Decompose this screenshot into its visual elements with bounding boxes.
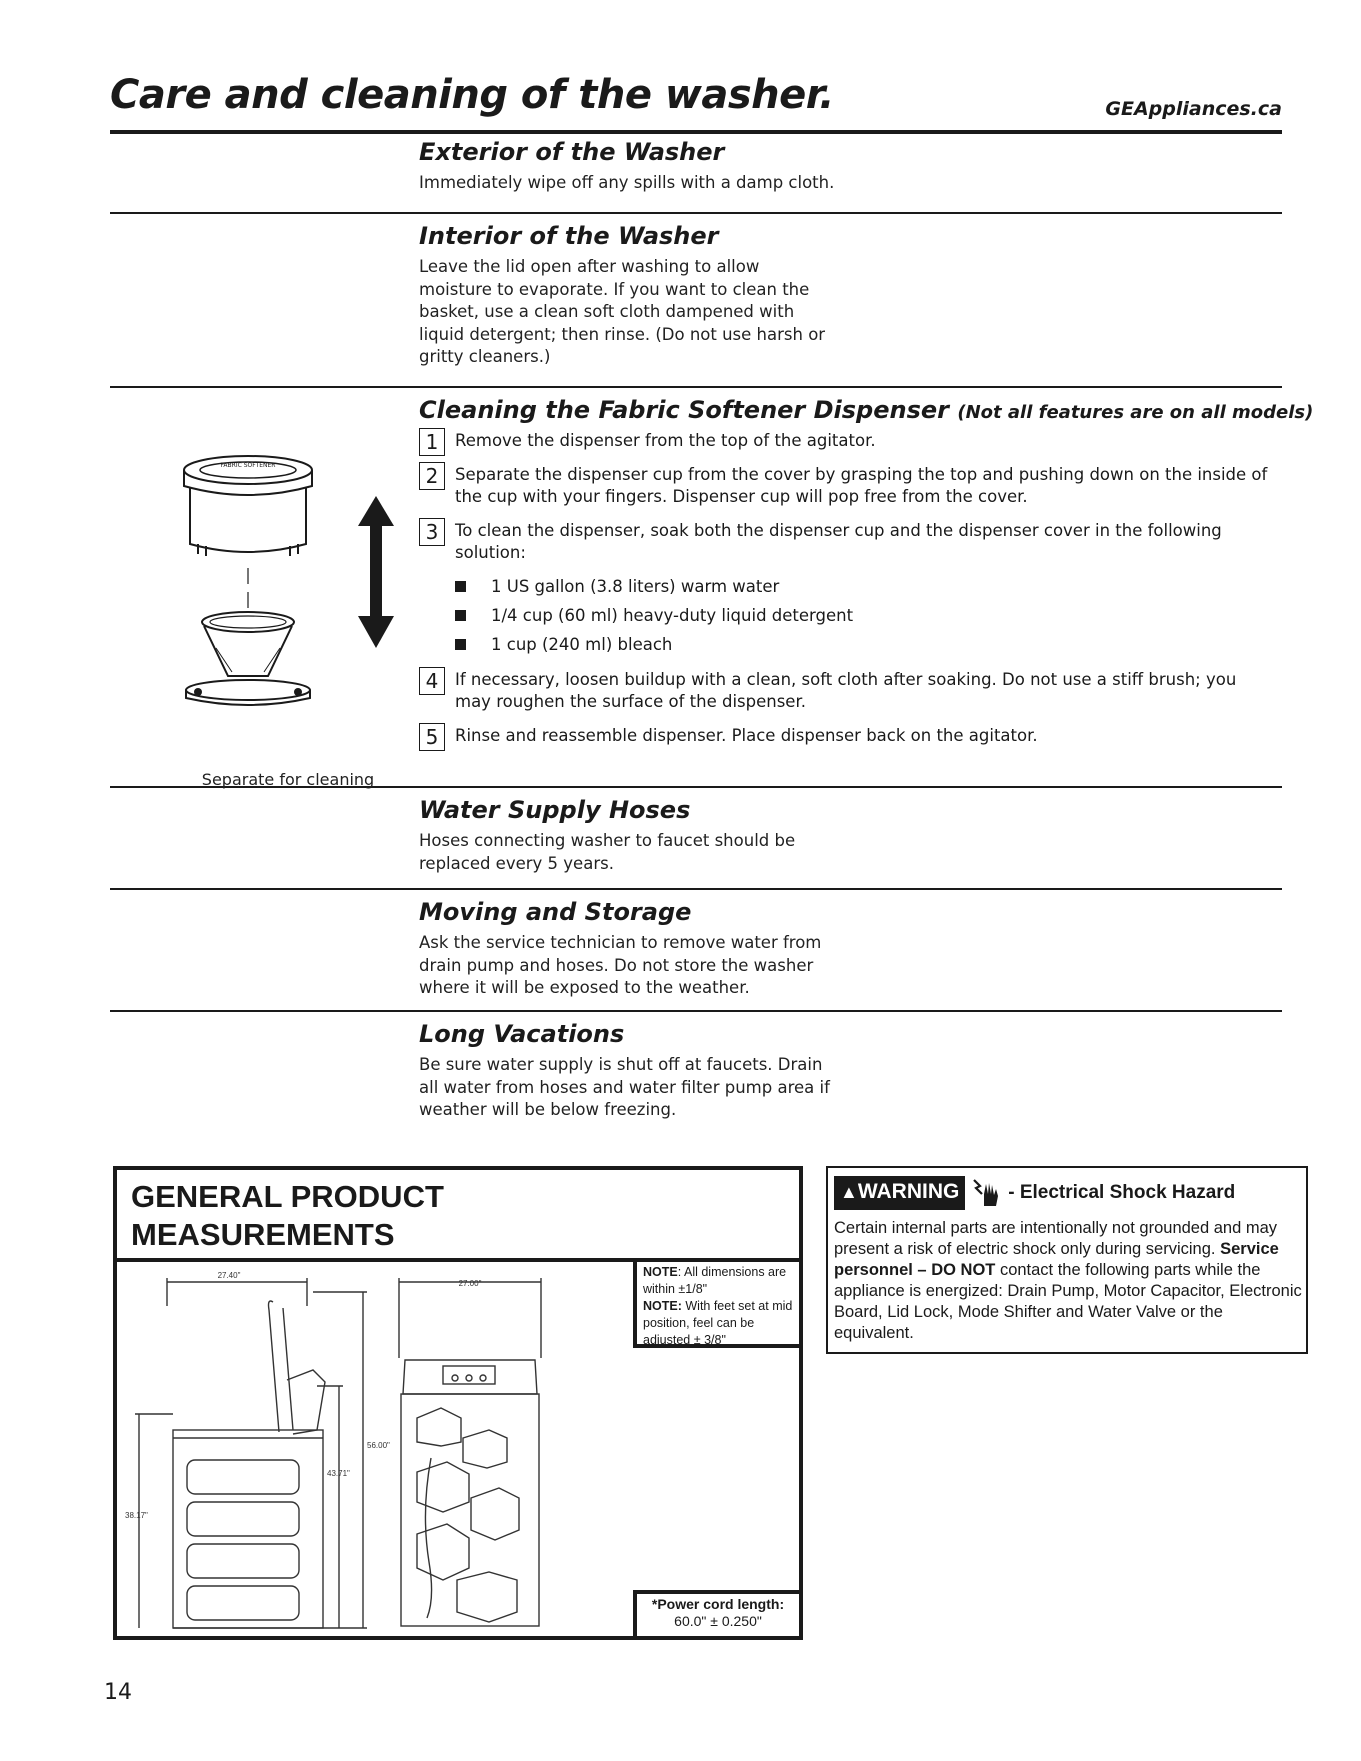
power-cord-value: 60.0" ± 0.250" xyxy=(674,1613,762,1629)
list-item xyxy=(455,572,1313,601)
step-1 xyxy=(419,430,1275,453)
step-number: 4 xyxy=(419,667,445,695)
warning-header xyxy=(834,1176,1235,1212)
page-title: Care and cleaning of the washer. xyxy=(110,72,834,118)
section-softener xyxy=(110,396,1314,789)
dimension-side-width: 27.40" xyxy=(217,1271,241,1280)
body-line: Ask the service technician to remove water from xyxy=(419,933,822,952)
body-line: Leave the lid open after washing to allow xyxy=(419,257,760,276)
step-number: 3 xyxy=(419,518,445,546)
list-item-text: 1 US gallon (3.8 liters) warm water xyxy=(491,576,780,596)
list-item-text: 1/4 cup (60 ml) heavy-duty liquid detergent xyxy=(491,605,854,625)
note-text: : All dimensions are within ±1/8" xyxy=(643,1265,787,1296)
warning-emphasis: Service personnel – DO NOT xyxy=(834,1240,1279,1279)
section-hoses xyxy=(110,796,1282,890)
measurements-title-line: GENERAL PRODUCT xyxy=(131,1179,444,1214)
dimension-console-height: 43.71" xyxy=(327,1469,350,1478)
step-4 xyxy=(419,669,1275,714)
step-3 xyxy=(419,520,1275,565)
section-title: Water Supply Hoses xyxy=(419,796,691,824)
section-vacations-content xyxy=(419,1020,830,1122)
note-text: With feet set at mid position, feel can be adjusted ± 3/8" xyxy=(643,1299,793,1347)
body-line: Hoses connecting washer to faucet should be xyxy=(419,831,796,850)
svg-text:FABRIC SOFTENER: FABRIC SOFTENER xyxy=(220,462,276,469)
washer-drawing xyxy=(117,1262,637,1636)
electrical-shock-hand-icon xyxy=(970,1176,1004,1210)
step-2 xyxy=(419,464,1275,509)
measurements-note xyxy=(633,1262,799,1348)
figure-caption: Separate for cleaning xyxy=(201,770,375,789)
section-body: Immediately wipe off any spills with a damp cloth. xyxy=(419,173,835,192)
power-cord-box xyxy=(633,1590,799,1636)
dimension-open-height: 56.00" xyxy=(367,1441,390,1450)
body-line: replaced every 5 years. xyxy=(419,853,614,873)
measurements-title xyxy=(117,1170,799,1262)
bullet-square-icon xyxy=(455,639,466,650)
body-line: where it will be exposed to the weather. xyxy=(419,978,750,997)
section-body xyxy=(419,932,821,1000)
section-title: Long Vacations xyxy=(419,1020,625,1048)
section-moving-content xyxy=(419,898,821,1000)
section-softener-content xyxy=(419,396,1313,758)
washer-dimension-drawing xyxy=(117,1262,637,1636)
body-line: all water from hoses and water filter pump area if xyxy=(419,1077,830,1097)
list-item xyxy=(455,601,1313,630)
section-exterior-content xyxy=(419,138,834,195)
step-text: Separate the dispenser cup from the cover by grasping the top and pushing down on the inside of the cup with your fingers. Dispenser cup will pop free from the cover. xyxy=(455,464,1268,506)
section-vacations xyxy=(110,1020,1282,1132)
dispenser-illustration xyxy=(158,436,398,736)
step-text: Remove the dispenser from the top of the agitator. xyxy=(455,431,876,450)
section-interior xyxy=(110,222,1282,388)
warning-text: Certain internal parts are intentionally not grounded and may present a risk of electric shock only during servicing. xyxy=(834,1219,1278,1258)
section-title-text: Cleaning the Fabric Softener Dispenser xyxy=(419,396,949,424)
step-number: 5 xyxy=(419,723,445,751)
body-line: drain pump and hoses. Do not store the washer xyxy=(419,955,814,975)
step-text: To clean the dispenser, soak both the dispenser cup and the dispenser cover in the following solution: xyxy=(455,520,1222,562)
section-title: Exterior of the Washer xyxy=(419,138,725,166)
dimension-cabinet-height: 38.17" xyxy=(125,1511,148,1520)
step-text: If necessary, loosen buildup with a clean, soft cloth after soaking. Do not use a stiff brush; you may roughen the surface of the dispenser. xyxy=(455,669,1237,711)
step-number: 1 xyxy=(419,428,445,456)
section-title: Moving and Storage xyxy=(419,898,692,926)
section-moving xyxy=(110,898,1282,1012)
body-line: gritty cleaners.) xyxy=(419,347,551,366)
note-label: NOTE xyxy=(643,1265,678,1279)
site-link[interactable]: GEAppliances.ca xyxy=(1105,98,1282,120)
dimension-front-width: 27.00" xyxy=(458,1279,482,1288)
warning-triangle-icon: ▲ xyxy=(840,1182,858,1202)
warning-text: contact the following parts while the appliance is energized: Drain Pump, Motor Capacitor, Electronic Board, Lid Lock, Mode Shifter and Water Valve or the equivalent. xyxy=(834,1261,1302,1342)
bullet-square-icon xyxy=(455,610,466,621)
body-line: weather will be below freezing. xyxy=(419,1100,677,1119)
section-hoses-content xyxy=(419,796,795,875)
note-label: NOTE: xyxy=(643,1299,682,1313)
list-item xyxy=(455,630,1313,659)
page-number: 14 xyxy=(104,1680,132,1705)
body-line: moisture to evaporate. If you want to clean the xyxy=(419,279,810,299)
step-5 xyxy=(419,725,1275,748)
step-number: 2 xyxy=(419,462,445,490)
warning-title: - Electrical Shock Hazard xyxy=(1008,1182,1236,1203)
section-title-note: (Not all features are on all models) xyxy=(957,402,1314,423)
list-item-text: 1 cup (240 ml) bleach xyxy=(491,634,673,654)
measurements-title-line: MEASUREMENTS xyxy=(131,1217,395,1252)
body-line: Be sure water supply is shut off at faucets. Drain xyxy=(419,1055,823,1074)
warning-body xyxy=(834,1218,1302,1344)
page-header xyxy=(110,68,1282,134)
electrical-warning-panel xyxy=(826,1166,1308,1354)
section-body xyxy=(419,256,825,369)
section-body xyxy=(419,830,795,875)
body-line: liquid detergent; then rinse. (Do not use harsh or xyxy=(419,324,826,344)
section-interior-content xyxy=(419,222,825,369)
measurements-panel xyxy=(113,1166,803,1640)
section-exterior xyxy=(110,138,1282,214)
warning-badge-text: WARNING xyxy=(857,1180,960,1203)
body-line: basket, use a clean soft cloth dampened with xyxy=(419,302,795,321)
warning-badge xyxy=(834,1176,965,1210)
section-title: Interior of the Washer xyxy=(419,222,719,250)
dispenser-figure xyxy=(158,436,398,789)
section-title xyxy=(419,396,1313,424)
step-text: Rinse and reassemble dispenser. Place dispenser back on the agitator. xyxy=(455,725,1038,745)
solution-list xyxy=(455,572,1313,659)
section-body xyxy=(419,1054,830,1122)
power-cord-label: *Power cord length: xyxy=(651,1596,785,1612)
bullet-square-icon xyxy=(455,581,466,592)
